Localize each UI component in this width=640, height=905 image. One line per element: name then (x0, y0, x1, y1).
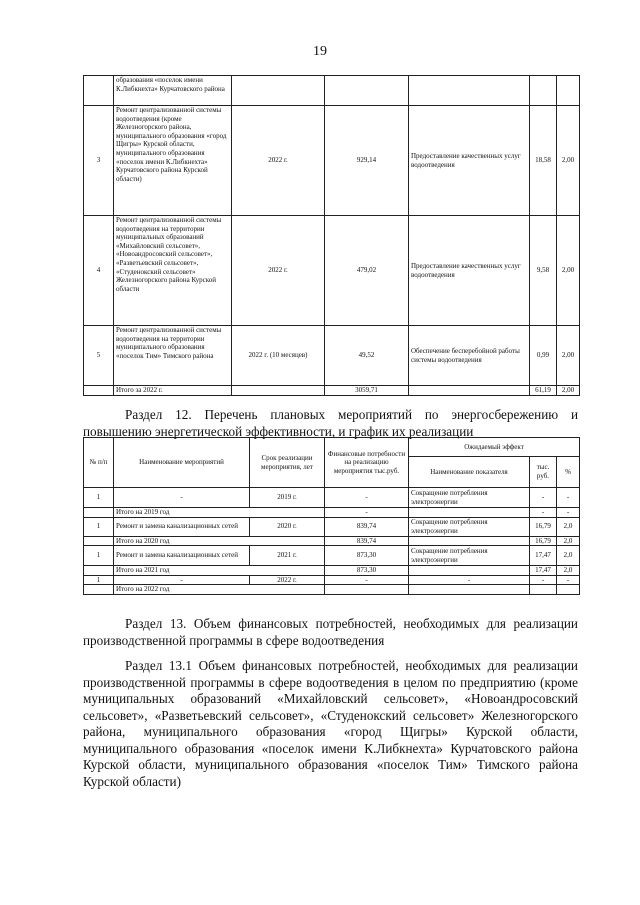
cell-effect: Обеспечение бесперебойной работы системы водоотведения (409, 326, 530, 386)
cell-num: 1 (84, 546, 114, 566)
cell-year: 2022 г. (232, 216, 325, 326)
cell-value-thousand: - (530, 488, 557, 508)
header-finance: Финансовые потребности на реализацию мероприятия тыс.руб. (325, 438, 409, 488)
cell-value-percent: - (557, 488, 580, 508)
cell-cost: 873,30 (325, 546, 409, 566)
cell-value-percent: 2,00 (557, 326, 580, 386)
cell-effect: Предоставление качественных услуг водоотведения (409, 106, 530, 216)
table-row (84, 326, 580, 386)
total-cost (325, 585, 409, 595)
page-number: 19 (313, 44, 327, 59)
total-value-percent: - (557, 508, 580, 518)
cell-indicator: - (409, 575, 530, 585)
total-label: Итого на 2020 год (114, 536, 325, 546)
cell-year: 2022 г. (10 месяцев) (232, 326, 325, 386)
cell-value-thousand: 16,79 (530, 517, 557, 536)
cell-year: 2021 г. (250, 546, 325, 566)
cell-value-thousand: 0,99 (530, 326, 557, 386)
cell-indicator: Сокращение потребления электроэнергии (409, 488, 530, 508)
cell-year: 2022 г. (232, 106, 325, 216)
cell-value-percent: 2,00 (557, 106, 580, 216)
cell-description: Ремонт централизованной системы водоотведения на территории муниципальных образований «Михайловский сельсовет», «Новоандросовский сельсовет», «Разветьевский сельсовет», «Студенокский сельсовет» Железногорского района Курской области (114, 216, 232, 326)
header-indicator: Наименование показателя (409, 457, 530, 488)
cell-indicator: Сокращение потребления электроэнергии (409, 517, 530, 536)
cell-num: 1 (84, 488, 114, 508)
total-value-thousand: 17,47 (530, 566, 557, 576)
table-total-row (84, 536, 580, 546)
total-cost: 873,30 (325, 566, 409, 576)
cell-name: Ремонт и замена канализационных сетей (114, 546, 250, 566)
total-label: Итого на 2019 год (114, 508, 325, 518)
total-value-percent: 2,00 (557, 386, 580, 396)
cell-value-percent: - (557, 575, 580, 585)
total-label: Итого на 2021 год (114, 566, 325, 576)
cell-value-thousand: 9,58 (530, 216, 557, 326)
table-row (84, 216, 580, 326)
header-percent: % (557, 457, 580, 488)
cell-cost: 49,52 (325, 326, 409, 386)
table-row (84, 517, 580, 536)
cell-value-percent: 2,0 (557, 546, 580, 566)
cell-num: 3 (84, 106, 114, 216)
total-value-thousand: 16,79 (530, 536, 557, 546)
cell-cost: 479,02 (325, 216, 409, 326)
cell-description: Ремонт централизованной системы водоотведения на территории муниципального образования «поселок Тим» Тимского района (114, 326, 232, 386)
header-name: Наименование мероприятий (114, 438, 250, 488)
cell-name: - (114, 488, 250, 508)
total-cost: - (325, 508, 409, 518)
table-row (84, 488, 580, 508)
cell-cost: 839,74 (325, 517, 409, 536)
cell-year: 2022 г. (250, 575, 325, 585)
header-num: № п/п (84, 438, 114, 488)
total-value-percent: 2,0 (557, 536, 580, 546)
section-13-title: Раздел 13. Объем финансовых потребностей, необходимых для реализации производственной программы в сфере водоотведения (83, 616, 578, 648)
cell-value-percent: 2,00 (557, 216, 580, 326)
cell-value-thousand: 17,47 (530, 546, 557, 566)
header-effect: Ожидаемый эффект (409, 438, 580, 457)
cell-value-thousand: 18,58 (530, 106, 557, 216)
cell-year: 2020 г. (250, 517, 325, 536)
cell-effect: Предоставление качественных услуг водоотведения (409, 216, 530, 326)
water-disposal-repair-table (83, 75, 580, 396)
cell-name: - (114, 575, 250, 585)
energy-saving-table (83, 437, 580, 595)
cell-num: 5 (84, 326, 114, 386)
total-cost: 3059,71 (325, 386, 409, 396)
total-value-thousand: - (530, 508, 557, 518)
cell-num: 4 (84, 216, 114, 326)
total-cost: 839,74 (325, 536, 409, 546)
header-term: Срок реализации мероприятия, лет (250, 438, 325, 488)
total-value-thousand: 61,19 (530, 386, 557, 396)
cell-num: 1 (84, 575, 114, 585)
cell-value-thousand: - (530, 575, 557, 585)
section-13-1-text: Раздел 13.1 Объем финансовых потребностей, необходимых для реализации производственной программы в сфере водоотведения в целом по предприятию (кроме муниципальных образований «Михайловский сельсовет», «Новоандросовский сельсовет», «Разветьевский сельсовет», «Студенокский сельсовет» Железногорского района, муниципального образования «город Щигры» Курской области, муниципального образования «поселок имени К.Либкнехта» Курчатовского района Курской области, муниципального образования «поселок Тим» Тимского района Курской области) (83, 658, 578, 789)
table-row (84, 575, 580, 585)
total-label: Итого за 2022 г. (114, 386, 232, 396)
cell-description: образования «поселок имени К.Либкнехта» Курчатовского района (114, 76, 232, 106)
section-12-title: Раздел 12. Перечень плановых мероприятий по энергосбережению и повышению энергетической эффективности, и график их реализации (83, 407, 578, 439)
cell-value-percent: 2,0 (557, 517, 580, 536)
total-value-percent (557, 585, 580, 595)
cell-name: Ремонт и замена канализационных сетей (114, 517, 250, 536)
total-value-thousand (530, 585, 557, 595)
cell-cost: - (325, 575, 409, 585)
cell-cost: - (325, 488, 409, 508)
table-row (84, 546, 580, 566)
header-unit: тыс. руб. (530, 457, 557, 488)
table-total-row (84, 508, 580, 518)
table-total-row (84, 386, 580, 396)
table-total-row (84, 566, 580, 576)
table-total-row (84, 585, 580, 595)
cell-year: 2019 г. (250, 488, 325, 508)
cell-cost: 929,14 (325, 106, 409, 216)
cell-description: Ремонт централизованной системы водоотведения (кроме Железногорского района, муниципального образования «город Щигры» Курской области, муниципального образования «поселок имени К.Либкнехта» Курчатовского района Курской области) (114, 106, 232, 216)
cell-num: 1 (84, 517, 114, 536)
table-row (84, 106, 580, 216)
table-row (84, 76, 580, 106)
total-label: Итого на 2022 год (114, 585, 325, 595)
table-header-row (84, 438, 580, 457)
total-value-percent: 2,0 (557, 566, 580, 576)
cell-indicator: Сокращение потребления электроэнергии (409, 546, 530, 566)
